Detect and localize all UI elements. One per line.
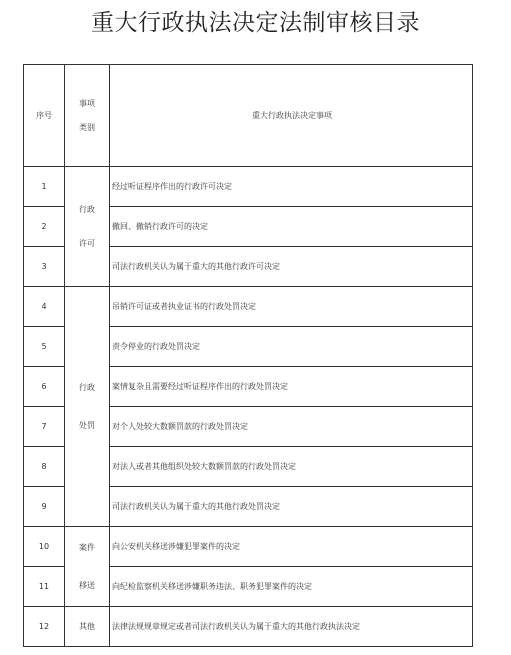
- row-number: 11: [24, 567, 65, 607]
- category-other: 其他: [65, 607, 110, 647]
- row-number: 7: [24, 407, 65, 447]
- category-transfer-line1: 案件: [79, 542, 95, 552]
- row-item: 经过听证程序作出的行政许可决定: [110, 167, 473, 207]
- header-category-line2: 类别: [79, 122, 95, 132]
- row-number: 12: [24, 607, 65, 647]
- row-number: 9: [24, 487, 65, 527]
- table-row: [24, 287, 473, 327]
- page-title: 重大行政执法决定法制审核目录: [91, 10, 420, 36]
- category-transfer-line2: 移送: [79, 580, 95, 590]
- table-row: [24, 167, 473, 207]
- row-item: 撤回、撤销行政许可的决定: [110, 207, 473, 247]
- row-item: 吊销许可证或者执业证书的行政处罚决定: [110, 287, 473, 327]
- category-license: [65, 167, 110, 287]
- row-item: 法律法规规章规定或者司法行政机关认为属于重大的其他行政执法决定: [110, 607, 473, 647]
- row-item: 向纪检监察机关移送涉嫌职务违法、职务犯罪案件的决定: [110, 567, 473, 607]
- header-seq: 序号: [24, 65, 65, 167]
- row-item: 责令停业的行政处罚决定: [110, 327, 473, 367]
- table-row: [24, 527, 473, 567]
- row-number: 8: [24, 447, 65, 487]
- row-item: 案情复杂且需要经过听证程序作出的行政处罚决定: [110, 367, 473, 407]
- row-item: 对个人处较大数额罚款的行政处罚决定: [110, 407, 473, 447]
- row-number: 6: [24, 367, 65, 407]
- table-header-row: [24, 65, 473, 167]
- row-item: 对法人或者其他组织处较大数额罚款的行政处罚决定: [110, 447, 473, 487]
- header-item: 重大行政执法决定事项: [110, 65, 473, 167]
- row-number: 2: [24, 207, 65, 247]
- row-number: 3: [24, 247, 65, 287]
- row-item: 司法行政机关认为属于重大的其他行政处罚决定: [110, 487, 473, 527]
- row-number: 4: [24, 287, 65, 327]
- row-item: 司法行政机关认为属于重大的其他行政许可决定: [110, 247, 473, 287]
- review-catalog-table: [23, 64, 473, 647]
- row-item: 向公安机关移送涉嫌犯罪案件的决定: [110, 527, 473, 567]
- row-number: 5: [24, 327, 65, 367]
- header-category: [65, 65, 110, 167]
- row-number: 10: [24, 527, 65, 567]
- category-penalty-line2: 处罚: [79, 420, 95, 430]
- category-penalty-line1: 行政: [79, 382, 95, 392]
- table-row: [24, 607, 473, 647]
- category-license-line2: 许可: [79, 238, 95, 248]
- header-category-line1: 事项: [79, 98, 95, 108]
- category-penalty: [65, 287, 110, 527]
- category-license-line1: 行政: [79, 204, 95, 214]
- category-transfer: [65, 527, 110, 607]
- row-number: 1: [24, 167, 65, 207]
